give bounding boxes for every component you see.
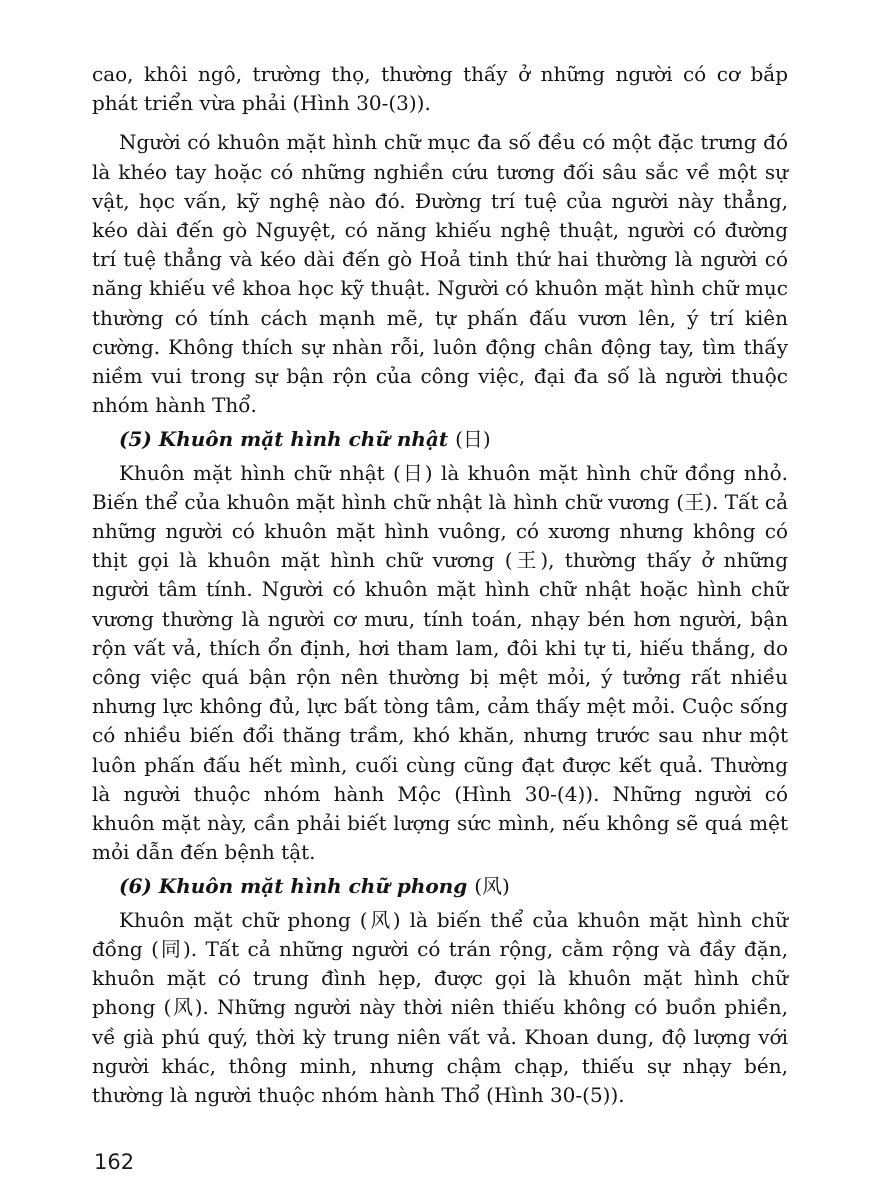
section-heading-5-label: (5) Khuôn mặt hình chữ nhật [119,427,449,452]
section-heading-5-glyph: (日) [455,427,491,452]
page-number: 162 [94,1150,135,1174]
paragraph-continuation: cao, khôi ngô, trường thọ, thường thấy ở những người có cơ bắp phát triển vừa phải (Hình 30-(3)). [92,62,788,116]
body-text [92,60,788,1110]
section-heading-6-glyph: (风) [474,874,510,899]
section-heading-5 [92,425,788,454]
section-heading-6-label: (6) Khuôn mặt hình chữ phong [119,874,468,899]
paragraph-chu-muc: Người có khuôn mặt hình chữ mục đa số đều có một đặc trưng đó là khéo tay hoặc có những nghiền cứu tương đối sâu sắc về một sự vật, học vấn, kỹ nghệ nào đó. Đường trí tuệ của người này thẳng, kéo dài đến gò Nguyệt, có năng khiếu nghệ thuật, người có đường trí tuệ thẳng và kéo dài đến gò Hoả tinh thứ hai thường là người có năng khiếu về khoa học kỹ thuật. Người có khuôn mặt hình chữ mục thường có tính cách mạnh mẽ, tự phấn đấu vươn lên, ý trí kiên cường. Không thích sự nhàn rỗi, luôn động chân động tay, tìm thấy niềm vui trong sự bận rộn của công việc, đại đa số là người thuộc nhóm hành Thổ. [92,130,788,418]
paragraph-chu-phong: Khuôn mặt chữ phong (风) là biến thể của khuôn mặt hình chữ đồng (同). Tất cả những người có trán rộng, cằm rộng và đầy đặn, khuôn mặt có trung đình hẹp, được gọi là khuôn mặt hình chữ phong (风). Những người này thời niên thiếu không có buồn phiền, về già phú quý, thời kỳ trung niên vất vả. Khoan dung, độ lượng với người khác, thông minh, nhưng chậm chạp, thiếu sự nhạy bén, thường là người thuộc nhóm hành Thổ (Hình 30-(5)). [92,907,788,1107]
section-heading-6 [92,872,788,901]
paragraph-chu-nhat: Khuôn mặt hình chữ nhật (日) là khuôn mặt hình chữ đồng nhỏ. Biến thể của khuôn mặt hình chữ nhật là hình chữ vương (王). Tất cả những người có khuôn mặt hình vuông, có xương nhưng không có thịt gọi là khuôn mặt hình chữ vương (王), thường thấy ở những người tâm tính. Người có khuôn mặt hình chữ nhật hoặc hình chữ vương thường là người cơ mưu, tính toán, nhạy bén hơn người, bận rộn vất vả, thích ổn định, hơi tham lam, đôi khi tự ti, hiếu thắng, do công việc quá bận rộn nên thường bị mệt mỏi, ý tưởng rất nhiều nhưng lực không đủ, lực bất tòng tâm, cảm thấy mệt mỏi. Cuộc sống có nhiều biến đổi thăng trầm, khó khăn, nhưng trước sau như một luôn phấn đấu hết mình, cuối cùng cũng đạt được kết quả. Thường là người thuộc nhóm hành Mộc (Hình 30-(4)). Những người có khuôn mặt này, cần phải biết lượng sức mình, nếu không sẽ quá mệt mỏi dẫn đến bệnh tật. [92,460,788,865]
